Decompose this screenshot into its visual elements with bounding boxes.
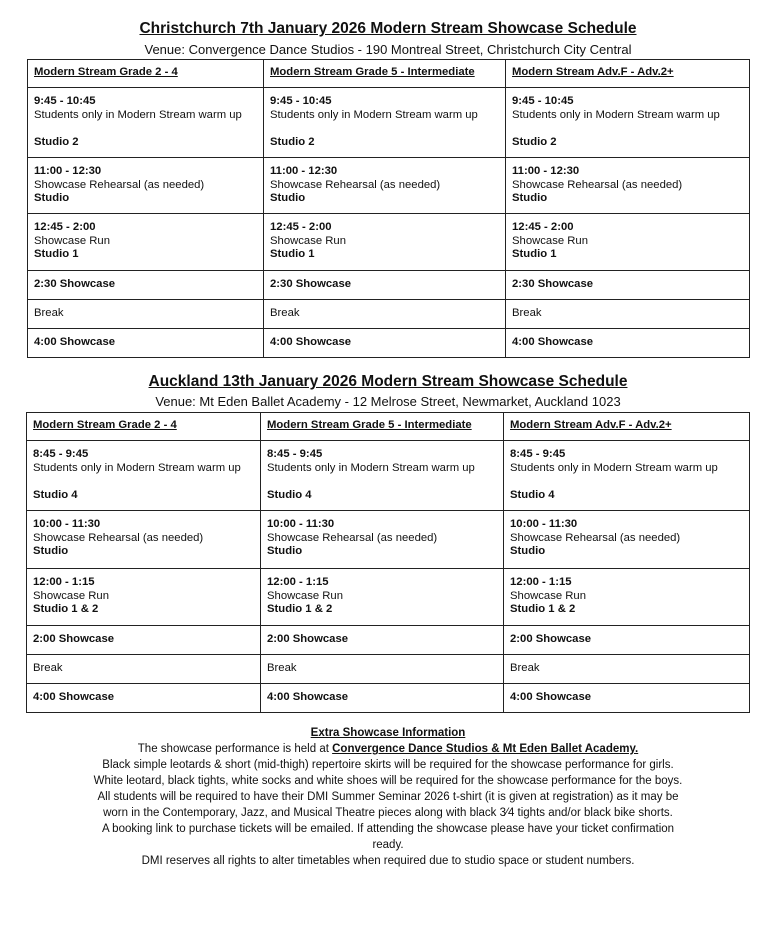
activity-label: Showcase Run [510, 589, 586, 602]
break-label: Break [34, 307, 64, 320]
location-label: Studio 2 [270, 135, 315, 148]
activity-label: Showcase Run [512, 234, 588, 247]
schedule-cell [261, 655, 504, 684]
break-label: Break [267, 662, 297, 675]
schedule-cell [506, 158, 750, 214]
activity-label: Showcase Run [33, 589, 109, 602]
break-label: Break [510, 662, 540, 675]
schedule-cell [504, 655, 750, 684]
table-row-rehearsal [28, 158, 750, 214]
table-row-warmup [27, 441, 750, 511]
time-label: 12:45 - 2:00 [512, 221, 574, 233]
schedule-cell [28, 214, 264, 271]
activity-label: Showcase Rehearsal (as needed) [512, 178, 683, 191]
activity-label: Showcase Rehearsal (as needed) [33, 531, 204, 544]
showcase-label: 2:00 Showcase [510, 633, 592, 646]
schedule-cell [28, 88, 264, 158]
table-header-row [27, 413, 750, 441]
extra-info-line: White leotard, black tights, white socks and white shoes will be required for the showcase performance for the boys. [93, 775, 683, 787]
extra-info-venue-prefix: The showcase performance is held at [137, 743, 333, 755]
christchurch-title: Christchurch 7th January 2026 Modern Stream Showcase Schedule [139, 20, 637, 37]
break-label: Break [33, 662, 63, 675]
location-label: Studio 2 [512, 135, 557, 148]
christchurch-schedule-table [27, 59, 750, 358]
column-header-grade-5-intermediate: Modern Stream Grade 5 - Intermediate [264, 60, 506, 88]
activity-label: Showcase Rehearsal (as needed) [510, 531, 681, 544]
activity-label: Showcase Run [34, 234, 110, 247]
schedule-cell [504, 569, 750, 626]
showcase-label: 4:00 Showcase [33, 691, 115, 704]
location-label: Studio 1 [512, 248, 557, 261]
location-label: Studio 1 [34, 248, 79, 261]
time-label: 8:45 - 9:45 [33, 448, 89, 460]
schedule-cell [27, 569, 261, 626]
schedule-cell [264, 300, 506, 329]
showcase-label: 2:30 Showcase [34, 278, 116, 291]
extra-info-venues: Convergence Dance Studios & Mt Eden Ballet Academy. [332, 743, 639, 755]
schedule-cell [506, 300, 750, 329]
table-row-warmup [28, 88, 750, 158]
activity-label: Students only in Modern Stream warm up [510, 461, 718, 474]
schedule-cell [506, 88, 750, 158]
location-label: Studio 2 [34, 135, 79, 148]
activity-label: Showcase Rehearsal (as needed) [270, 178, 441, 191]
time-label: 11:00 - 12:30 [270, 165, 338, 177]
time-label: 10:00 - 11:30 [33, 518, 101, 530]
schedule-cell [264, 271, 506, 300]
location-label: Studio [510, 545, 546, 558]
schedule-cell [27, 511, 261, 569]
column-header-grade-5-intermediate: Modern Stream Grade 5 - Intermediate [261, 413, 504, 441]
location-label: Studio [34, 192, 70, 205]
showcase-label: 2:30 Showcase [512, 278, 594, 291]
extra-info-title: Extra Showcase Information [310, 727, 466, 739]
showcase-label: 4:00 Showcase [267, 691, 349, 704]
extra-info-line: ready. [372, 839, 404, 851]
auckland-title: Auckland 13th January 2026 Modern Stream Showcase Schedule [148, 373, 628, 390]
time-label: 12:00 - 1:15 [267, 576, 329, 588]
column-header-adv: Modern Stream Adv.F - Adv.2+ [506, 60, 750, 88]
activity-label: Students only in Modern Stream warm up [267, 461, 475, 474]
showcase-label: 2:00 Showcase [267, 633, 349, 646]
table-header-row [28, 60, 750, 88]
schedule-cell [504, 626, 750, 655]
location-label: Studio [33, 545, 69, 558]
time-label: 12:45 - 2:00 [270, 221, 332, 233]
location-label: Studio 4 [510, 488, 555, 501]
time-label: 10:00 - 11:30 [267, 518, 335, 530]
location-label: Studio [270, 192, 306, 205]
activity-label: Showcase Rehearsal (as needed) [267, 531, 438, 544]
column-header-grade-2-4: Modern Stream Grade 2 - 4 [28, 60, 264, 88]
location-label: Studio 4 [33, 488, 78, 501]
location-label: Studio 1 & 2 [267, 603, 333, 616]
time-label: 12:00 - 1:15 [510, 576, 572, 588]
table-row-showcase-2 [28, 329, 750, 358]
schedule-cell [504, 684, 750, 713]
time-label: 12:00 - 1:15 [33, 576, 95, 588]
showcase-label: 2:30 Showcase [270, 278, 352, 291]
showcase-label: 4:00 Showcase [512, 336, 594, 349]
schedule-cell [504, 441, 750, 511]
showcase-label: 4:00 Showcase [34, 336, 116, 349]
activity-label: Students only in Modern Stream warm up [512, 108, 720, 121]
schedule-cell [28, 329, 264, 358]
activity-label: Showcase Rehearsal (as needed) [34, 178, 205, 191]
activity-label: Students only in Modern Stream warm up [270, 108, 478, 121]
location-label: Studio 4 [267, 488, 312, 501]
table-row-break [27, 655, 750, 684]
extra-info-line: Black simple leotards & short (mid-thigh) repertoire skirts will be required for the showcase performance for girls. [102, 759, 674, 771]
schedule-cell [261, 626, 504, 655]
time-label: 11:00 - 12:30 [34, 165, 102, 177]
schedule-cell [261, 684, 504, 713]
time-label: 8:45 - 9:45 [267, 448, 323, 460]
time-label: 11:00 - 12:30 [512, 165, 580, 177]
schedule-cell [261, 569, 504, 626]
location-label: Studio 1 & 2 [33, 603, 99, 616]
location-label: Studio 1 [270, 248, 315, 261]
time-label: 10:00 - 11:30 [510, 518, 578, 530]
activity-label: Showcase Run [267, 589, 343, 602]
time-label: 12:45 - 2:00 [34, 221, 96, 233]
table-row-run [27, 569, 750, 626]
schedule-cell [506, 271, 750, 300]
break-label: Break [512, 307, 542, 320]
schedule-cell [261, 511, 504, 569]
table-row-run [28, 214, 750, 271]
schedule-cell [506, 329, 750, 358]
schedule-cell [264, 329, 506, 358]
extra-info-section [0, 725, 776, 869]
time-label: 8:45 - 9:45 [510, 448, 566, 460]
extra-info-line: All students will be required to have their DMI Summer Seminar 2026 t-shirt (it is given at registration) as it may be [97, 791, 679, 803]
extra-info-line [0, 741, 776, 757]
auckland-venue: Venue: Mt Eden Ballet Academy - 12 Melrose Street, Newmarket, Auckland 1023 [155, 394, 621, 409]
schedule-cell [27, 626, 261, 655]
showcase-label: 4:00 Showcase [510, 691, 592, 704]
table-row-break [28, 300, 750, 329]
table-row-showcase-1 [28, 271, 750, 300]
column-header-adv: Modern Stream Adv.F - Adv.2+ [504, 413, 750, 441]
christchurch-venue: Venue: Convergence Dance Studios - 190 Montreal Street, Christchurch City Central [144, 42, 632, 57]
activity-label: Students only in Modern Stream warm up [33, 461, 241, 474]
schedule-cell [28, 158, 264, 214]
table-row-showcase-1 [27, 626, 750, 655]
schedule-cell [27, 684, 261, 713]
showcase-label: 2:00 Showcase [33, 633, 115, 646]
schedule-cell [28, 300, 264, 329]
schedule-cell [261, 441, 504, 511]
schedule-cell [506, 214, 750, 271]
schedule-cell [264, 158, 506, 214]
break-label: Break [270, 307, 300, 320]
time-label: 9:45 - 10:45 [512, 95, 574, 107]
extra-info-line: DMI reserves all rights to alter timetables when required due to studio space or student numbers. [141, 855, 635, 867]
location-label: Studio 1 & 2 [510, 603, 576, 616]
showcase-label: 4:00 Showcase [270, 336, 352, 349]
extra-info-line: worn in the Contemporary, Jazz, and Musical Theatre pieces along with black 3⁄4 tights and/or black bike shorts. [103, 807, 673, 819]
location-label: Studio [267, 545, 303, 558]
schedule-cell [27, 655, 261, 684]
extra-info-line: A booking link to purchase tickets will be emailed. If attending the showcase please have your ticket confirmation [101, 823, 675, 835]
location-label: Studio [512, 192, 548, 205]
activity-label: Showcase Run [270, 234, 346, 247]
schedule-cell [504, 511, 750, 569]
schedule-cell [264, 214, 506, 271]
activity-label: Students only in Modern Stream warm up [34, 108, 242, 121]
schedule-cell [264, 88, 506, 158]
time-label: 9:45 - 10:45 [34, 95, 96, 107]
table-row-rehearsal [27, 511, 750, 569]
column-header-grade-2-4: Modern Stream Grade 2 - 4 [27, 413, 261, 441]
schedule-cell [27, 441, 261, 511]
auckland-schedule-table [26, 412, 750, 713]
time-label: 9:45 - 10:45 [270, 95, 332, 107]
table-row-showcase-2 [27, 684, 750, 713]
schedule-cell [28, 271, 264, 300]
